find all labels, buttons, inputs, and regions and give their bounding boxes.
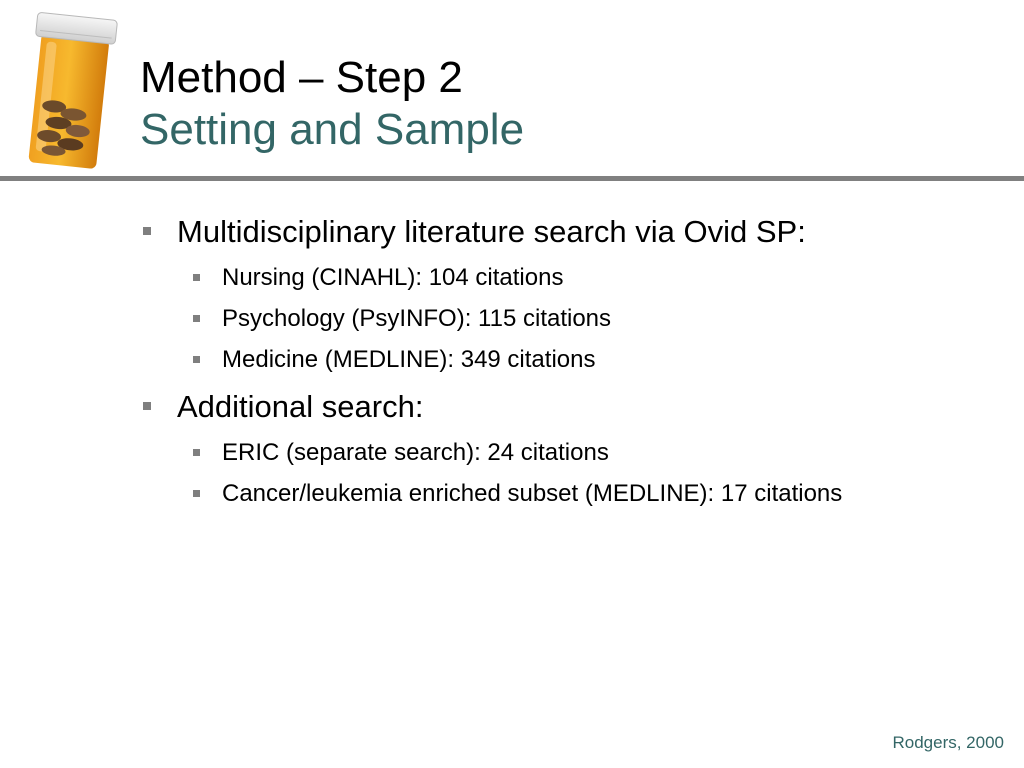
slide-title bbox=[140, 52, 524, 156]
bullet-item-search bbox=[140, 212, 1000, 252]
square-bullet-icon bbox=[193, 274, 200, 281]
title-divider bbox=[0, 176, 1024, 181]
square-bullet-icon bbox=[193, 449, 200, 456]
sub-bullet-item bbox=[140, 304, 1000, 334]
sub-bullet-text: ERIC (separate search): 24 citations bbox=[222, 439, 609, 466]
sub-bullet-item bbox=[140, 479, 1000, 509]
square-bullet-icon bbox=[143, 227, 151, 235]
square-bullet-icon bbox=[193, 490, 200, 497]
bullet-item-additional bbox=[140, 387, 1000, 427]
sub-bullet-item bbox=[140, 263, 1000, 293]
title-main: Method – Step 2 bbox=[140, 53, 463, 102]
bullet-list bbox=[140, 212, 1000, 509]
sub-bullet-item bbox=[140, 438, 1000, 468]
bullet-text: Multidisciplinary literature search via Ovid SP: bbox=[177, 214, 806, 249]
sub-bullet-item bbox=[140, 345, 1000, 375]
sub-bullet-text: Psychology (PsyINFO): 115 citations bbox=[222, 305, 612, 332]
pill-bottle-icon bbox=[20, 10, 120, 170]
square-bullet-icon bbox=[193, 356, 200, 363]
title-subtitle: Setting and Sample bbox=[140, 105, 525, 154]
square-bullet-icon bbox=[193, 315, 200, 322]
square-bullet-icon bbox=[143, 402, 151, 410]
sub-bullet-text: Cancer/leukemia enriched subset (MEDLINE): 17 citations bbox=[222, 480, 843, 507]
sub-bullet-text: Nursing (CINAHL): 104 citations bbox=[222, 264, 564, 291]
footer-citation: Rodgers, 2000 bbox=[892, 733, 1004, 752]
sub-bullet-text: Medicine (MEDLINE): 349 citations bbox=[222, 346, 596, 373]
bullet-text: Additional search: bbox=[177, 389, 424, 424]
